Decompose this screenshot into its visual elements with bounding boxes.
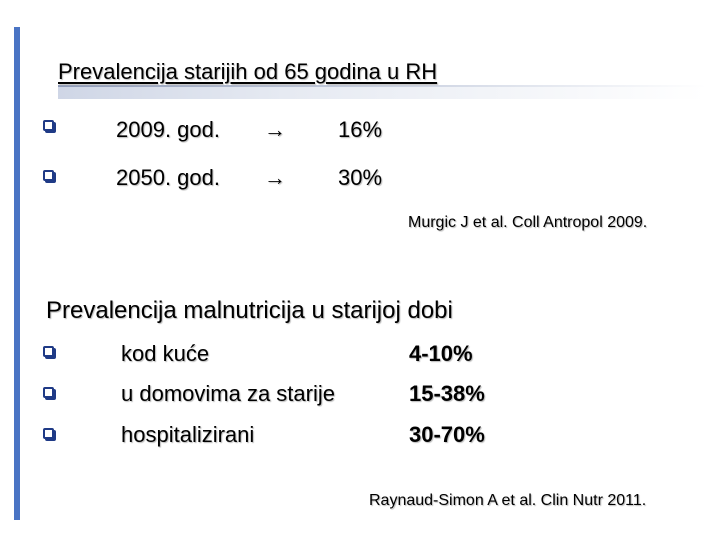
citation-1: Murgic J et al. Coll Antropol 2009.	[408, 214, 648, 231]
section2-title: Prevalencija malnutricija u starijoj dobi	[46, 297, 453, 324]
left-accent-bar	[14, 27, 20, 520]
percent-value: 30%	[338, 165, 383, 190]
percent-value: 16%	[338, 117, 383, 142]
percent-range-value: 4-10%	[409, 341, 473, 366]
checkbox-bullet-icon	[43, 346, 54, 357]
year-label: 2009. god.	[116, 117, 220, 142]
checkbox-bullet-icon	[43, 428, 54, 439]
checkbox-bullet-icon	[43, 120, 54, 131]
setting-label: u domovima za starije	[121, 381, 335, 406]
setting-label: hospitalizirani	[121, 422, 255, 447]
citation-2: Raynaud-Simon A et al. Clin Nutr 2011.	[369, 492, 647, 509]
percent-range-value: 30-70%	[409, 422, 485, 447]
checkbox-bullet-icon	[43, 170, 54, 181]
year-label: 2050. god.	[116, 165, 220, 190]
arrow-icon: →	[264, 165, 286, 190]
title-decoration-band	[58, 85, 706, 99]
section1-title: Prevalencija starijih od 65 godina u RH	[58, 59, 438, 84]
checkbox-bullet-icon	[43, 387, 54, 398]
percent-range-value: 15-38%	[409, 381, 485, 406]
setting-label: kod kuće	[121, 341, 210, 366]
arrow-icon: →	[264, 117, 286, 142]
